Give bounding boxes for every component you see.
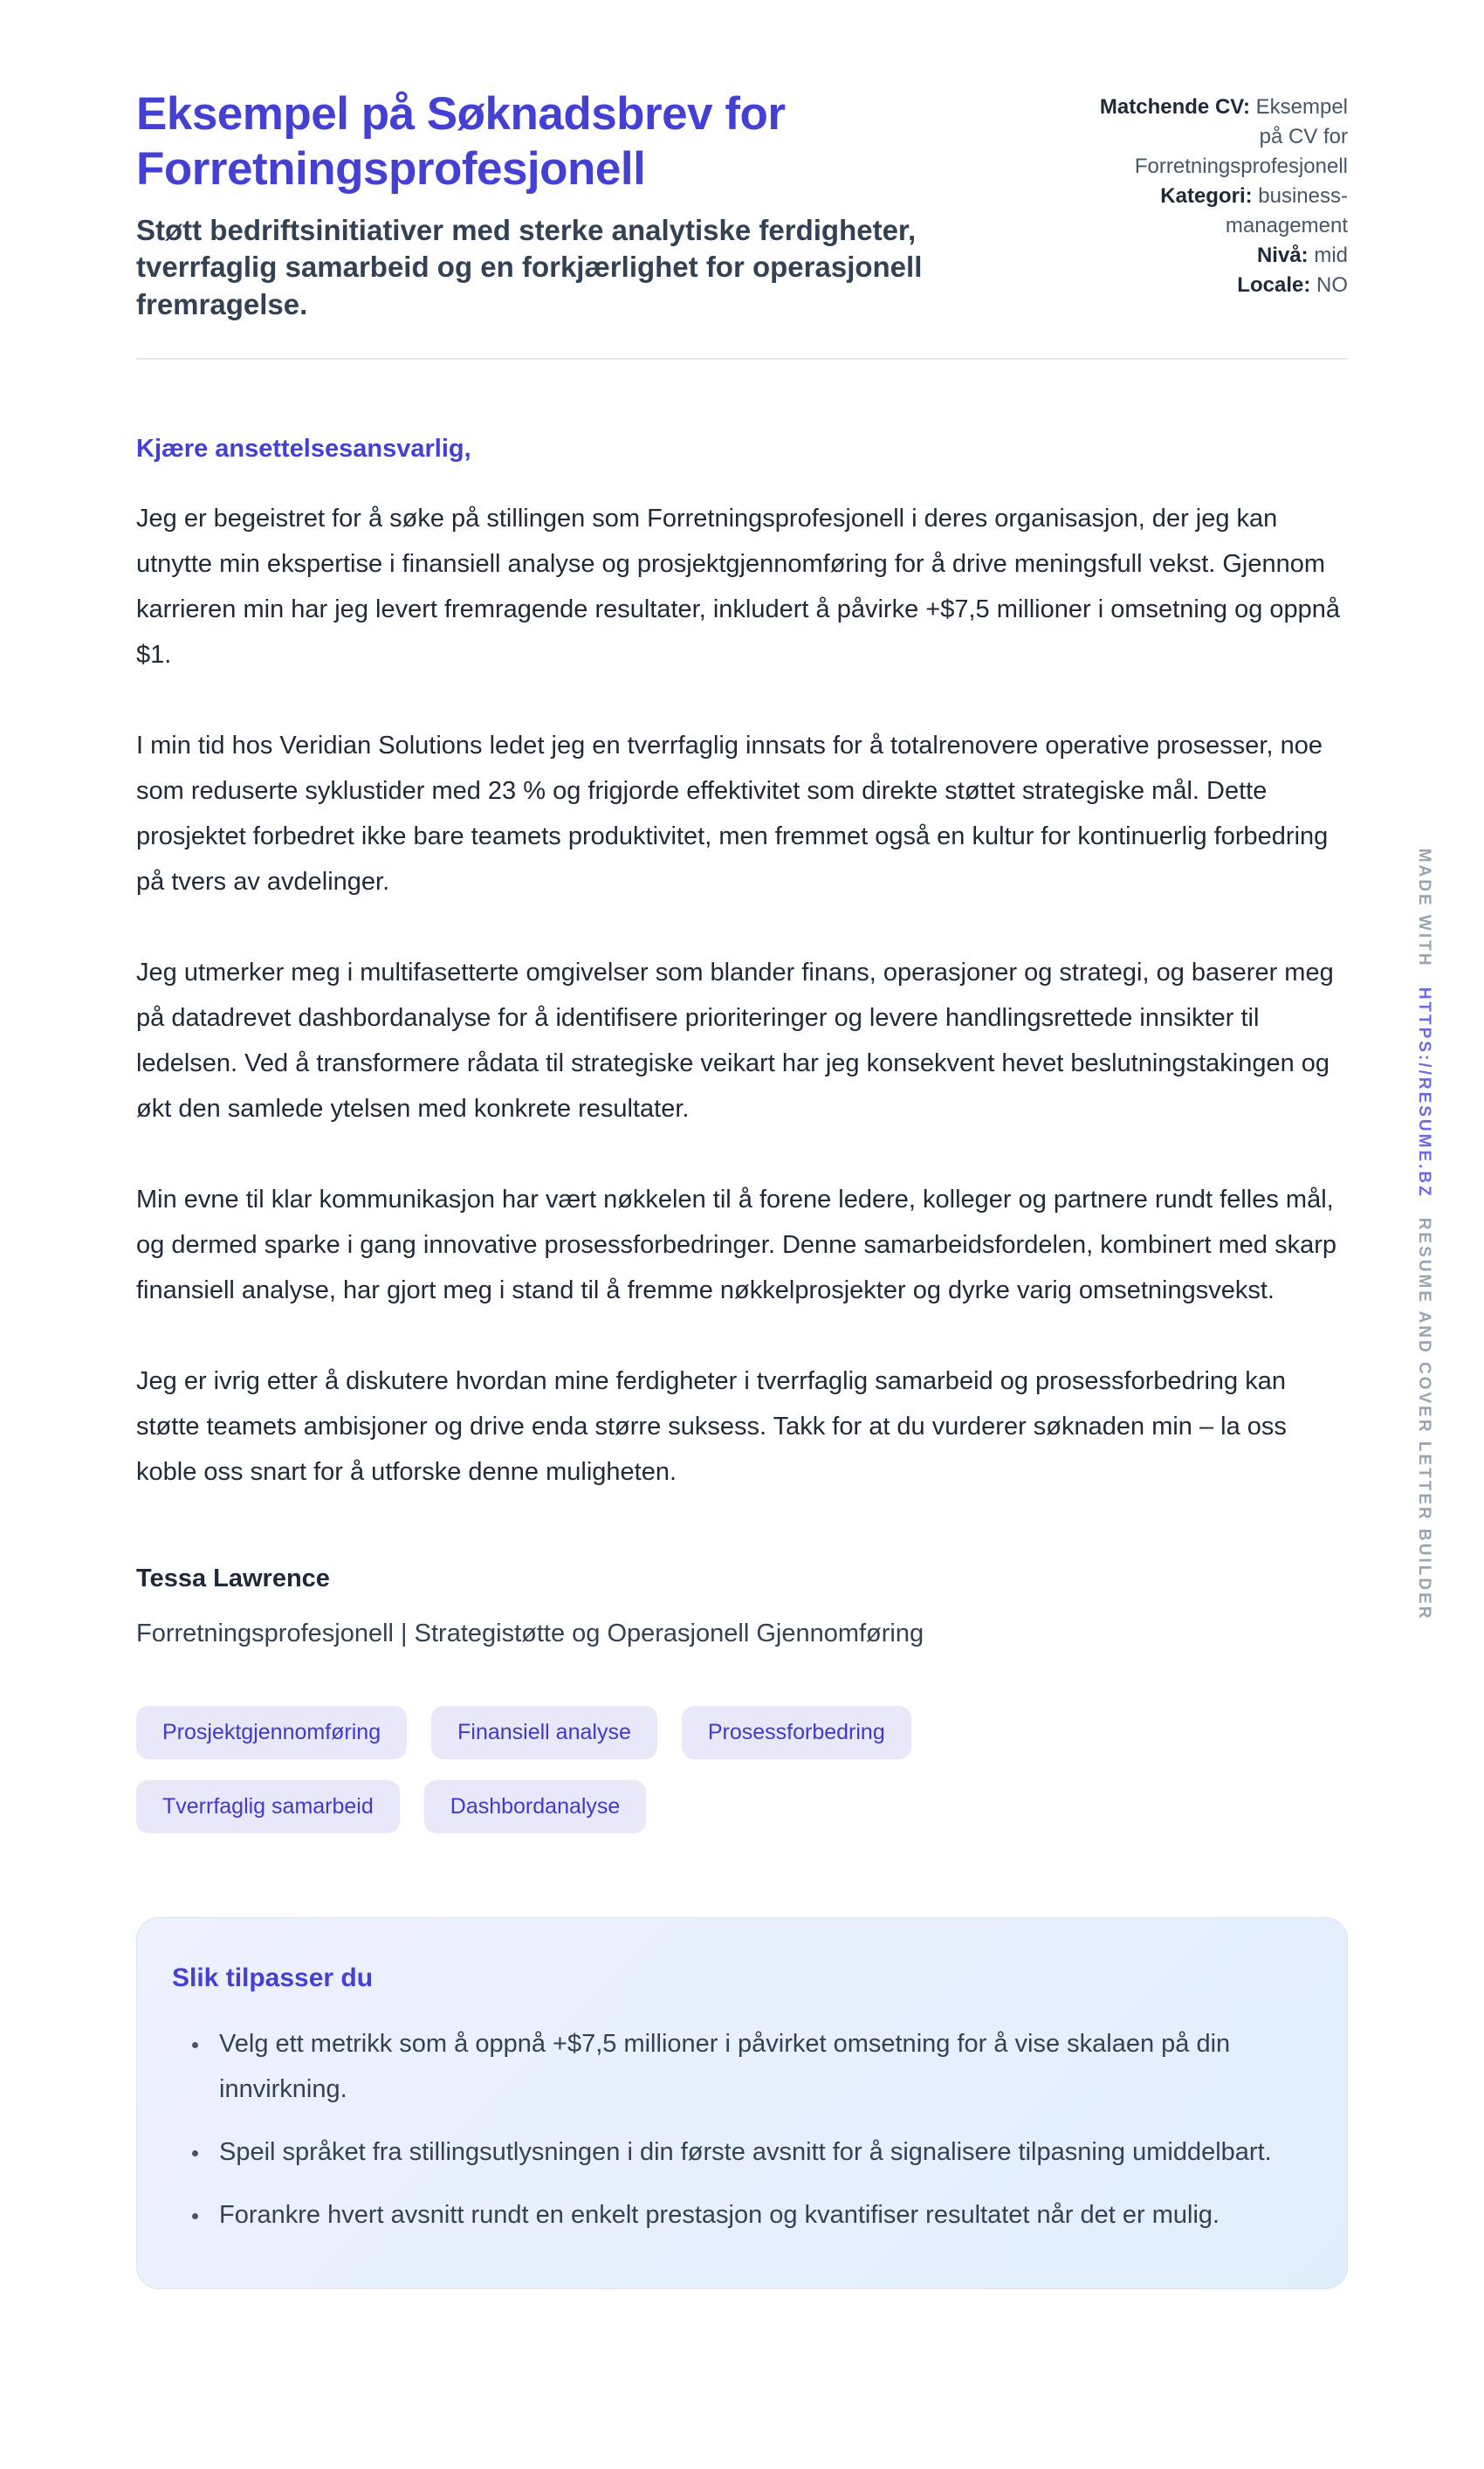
tip-item: • Forankre hvert avsnitt rundt en enkelt prestasjon og kvantifiser resultatet når det er mulig. [210, 2192, 1286, 2238]
letter-greeting: Kjære ansettelsesansvarlig, [136, 434, 471, 463]
signature-title: Forretningsprofesjonell | Strategistøtte og Operasjonell Gjennomføring [136, 1619, 924, 1647]
meta-row-matching-cv [1086, 93, 1348, 182]
header-divider [136, 358, 1348, 360]
tip-item: • Velg ett metrikk som å oppnå +$7,5 millioner i påvirket omsetning for å vise skalaen på din innvirkning. [210, 2021, 1286, 2112]
watermark-vertical-text [1414, 849, 1433, 1621]
meta-row-locale [1086, 271, 1348, 300]
page-title: Eksempel på Søknadsbrev for Forretningsprofesjonell [136, 88, 786, 195]
header [136, 87, 1348, 323]
skill-tag: Finansiell analyse [431, 1706, 657, 1759]
tips-list [172, 2021, 1286, 2238]
meta-value: Eksempel på CV for Forretningsprofesjonell [1134, 95, 1348, 178]
meta-value: mid [1314, 244, 1348, 267]
main-content [136, 0, 1348, 2399]
letter-body [136, 426, 1348, 1648]
skill-tag: Tverrfaglig samarbeid [136, 1780, 400, 1833]
watermark-prefix: MADE WITH [1415, 848, 1433, 968]
meta-panel [1086, 87, 1348, 300]
skill-tag: Prosjektgjennomføring [136, 1706, 407, 1759]
skill-tags [136, 1706, 1184, 1833]
meta-value: NO [1316, 273, 1348, 297]
letter-paragraph: Jeg er ivrig etter å diskutere hvordan mine ferdigheter i tverrfaglig samarbeid og prosessforbedring kan støtte teamets ambisjoner og drive enda større suksess. Takk for at du vurderer søknaden min – la oss koble oss snart for å utforske denne muligheten. [136, 1366, 1287, 1486]
tip-item: • Speil språket fra stillingsutlysningen i din første avsnitt for å signalisere tilpasning umiddelbart. [210, 2129, 1286, 2175]
letter-paragraph: I min tid hos Veridian Solutions ledet jeg en tverrfaglig innsats for å totalrenovere operative prosesser, noe som reduserte syklustider med 23 % og frigjorde effektivitet som direkte støttet strategiske mål. Dette prosjektet forbedret ikke bare teamets produktivitet, men fremmet også en kultur for kontinuerlig forbedring på tvers av avdelinger. [136, 731, 1329, 896]
skill-tag: Prosessforbedring [682, 1706, 911, 1759]
meta-value: business-management [1225, 184, 1348, 237]
meta-label: Nivå: [1256, 244, 1309, 267]
resume-bz-link[interactable]: HTTPS://RESUME.BZ [1415, 987, 1433, 1199]
letter-paragraph: Jeg utmerker meg i multifasetterte omgivelser som blander finans, operasjoner og strategi, og baserer meg på datadrevet dashbordanalyse for å identifisere prioriteringer og levere handlingsrettede innsikter til ledelsen. Ved å transformere rådata til strategiske veikart har jeg konsekvent hevet beslutningstakingen og økt den samlede ytelsen med konkrete resultater. [136, 958, 1334, 1123]
letter-paragraph: Jeg er begeistret for å søke på stillingen som Forretningsprofesjonell i deres organisasjon, der jeg kan utnytte min ekspertise i finansiell analyse og prosjektgjennomføring for å drive meningsfull vekst. Gjennom karrieren min har jeg levert fremragende resultater, inkludert å påvirke +$7,5 millioner i omsetning og oppnå $1. [136, 504, 1341, 669]
meta-label: Locale: [1237, 273, 1311, 297]
meta-label: Matchende CV: [1099, 95, 1250, 119]
meta-row-category [1086, 182, 1348, 241]
page-subtitle: Støtt bedriftsinitiativer med sterke analytiske ferdigheter, tverrfaglig samarbeid og en forkjærlighet for operasjonell fremragelse. [136, 214, 923, 320]
skill-tag: Dashbordanalyse [424, 1780, 647, 1833]
header-left [136, 87, 1018, 323]
signature-name: Tessa Lawrence [136, 1564, 330, 1592]
meta-row-level [1086, 241, 1348, 271]
meta-label: Kategori: [1160, 184, 1253, 208]
tips-card [136, 1917, 1348, 2289]
watermark-suffix: RESUME AND COVER LETTER BUILDER [1415, 1217, 1433, 1621]
letter-paragraph: Min evne til klar kommunikasjon har vært nøkkelen til å forene ledere, kolleger og partnere rundt felles mål, og dermed sparke i gang innovative prosessforbedringer. Denne samarbeidsfordelen, kombinert med skarp finansiell analyse, har gjort meg i stand til å fremme nøkkelprosjekter og dyrke varig omsetningsvekst. [136, 1185, 1337, 1304]
tips-title: Slik tilpasser du [172, 1963, 374, 1992]
